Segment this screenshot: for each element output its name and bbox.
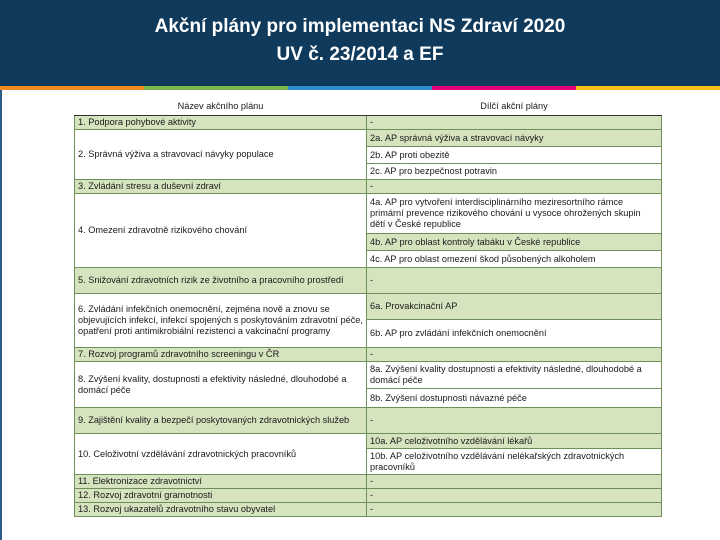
sub-plan: - xyxy=(367,348,662,362)
sub-plan: 4a. AP pro vytvoření interdisciplinárního meziresortního rámce primární prevence rizikového chování u vysoce ohrožených skupin dětí v České republice xyxy=(367,194,662,234)
plan-name: 12. Rozvoj zdravotní gramotnosti xyxy=(75,489,367,503)
title-banner xyxy=(0,0,720,86)
plan-name: 11. Elektronizace zdravotnictví xyxy=(75,475,367,489)
sub-plan: 8a. Zvýšení kvality dostupnosti a efektivity následné, dlouhodobé a domácí péče xyxy=(367,362,662,389)
sub-plan: - xyxy=(367,489,662,503)
sub-plan: - xyxy=(367,268,662,294)
stripe-green xyxy=(144,86,288,90)
stripe-yellow xyxy=(576,86,720,90)
sub-plan: 6a. Provakcinační AP xyxy=(367,294,662,320)
sub-plan: 6b. AP pro zvládání infekčních onemocnění xyxy=(367,320,662,348)
sub-plan: 8b. Zvýšení dostupnosti návazné péče xyxy=(367,389,662,408)
slide-title-line1: Akční plány pro implementaci NS Zdraví 2020 xyxy=(154,16,566,37)
plan-name: 8. Zvýšení kvality, dostupnosti a efektivity následné, dlouhodobé a domácí péče xyxy=(75,362,367,408)
slide-title-line2: UV č. 23/2014 a EF xyxy=(276,44,444,65)
plan-name: 10. Celoživotní vzdělávání zdravotnických pracovníků xyxy=(75,434,367,475)
plan-name: 4. Omezení zdravotně rizikového chování xyxy=(75,194,367,268)
sub-plan: 4c. AP pro oblast omezení škod působených alkoholem xyxy=(367,251,662,268)
plan-name: 3. Zvládání stresu a duševní zdraví xyxy=(75,180,367,194)
table-row xyxy=(75,268,662,294)
sub-plan: - xyxy=(367,116,662,130)
table-row xyxy=(75,180,662,194)
plan-name: 13. Rozvoj ukazatelů zdravotního stavu obyvatel xyxy=(75,503,367,517)
stripe-blue xyxy=(288,86,432,90)
plan-name: 5. Snižování zdravotních rizik ze životního a pracovního prostředí xyxy=(75,268,367,294)
sub-plan: 2b. AP proti obezitě xyxy=(367,147,662,164)
plan-name: 7. Rozvoj programů zdravotního screeningu v ČR xyxy=(75,348,367,362)
color-stripe xyxy=(0,86,720,90)
table-row xyxy=(75,130,662,147)
table-row xyxy=(75,116,662,130)
table-row xyxy=(75,194,662,234)
sub-plan: 4b. AP pro oblast kontroly tabáku v České republice xyxy=(367,234,662,251)
table-row xyxy=(75,294,662,320)
table-row xyxy=(75,434,662,449)
sub-plan: - xyxy=(367,503,662,517)
left-border xyxy=(0,90,2,540)
table-header-row xyxy=(75,98,662,116)
stripe-magenta xyxy=(432,86,576,90)
table-row xyxy=(75,362,662,389)
col-header-sub-plans: Dílčí akční plány xyxy=(367,98,662,116)
table-row xyxy=(75,348,662,362)
plan-name: 9. Zajištění kvality a bezpečí poskytovaných zdravotnických služeb xyxy=(75,408,367,434)
table-row xyxy=(75,475,662,489)
plan-name: 2. Správná výživa a stravovací návyky populace xyxy=(75,130,367,180)
table-row xyxy=(75,489,662,503)
plan-name: 1. Podpora pohybové aktivity xyxy=(75,116,367,130)
sub-plan: 2c. AP pro bezpečnost potravin xyxy=(367,164,662,180)
plan-name: 6. Zvládání infekčních onemocnění, zejména nově a znovu se objevujících infekcí, infekcí spojených s poskytováním zdravotní péče, opatření proti antimikrobiální rezistenci a vakcinační programy xyxy=(75,294,367,348)
sub-plan: - xyxy=(367,180,662,194)
table-row xyxy=(75,503,662,517)
sub-plan: 10b. AP celoživotního vzdělávání nelékařských zdravotnických pracovníků xyxy=(367,449,662,475)
sub-plan: - xyxy=(367,475,662,489)
stripe-orange xyxy=(0,86,144,90)
sub-plan: - xyxy=(367,408,662,434)
col-header-plan-name: Název akčního plánu xyxy=(75,98,367,116)
sub-plan: 2a. AP správná výživa a stravovací návyky xyxy=(367,130,662,147)
sub-plan: 10a. AP celoživotního vzdělávání lékařů xyxy=(367,434,662,449)
table-row xyxy=(75,408,662,434)
action-plans-table xyxy=(74,98,662,517)
